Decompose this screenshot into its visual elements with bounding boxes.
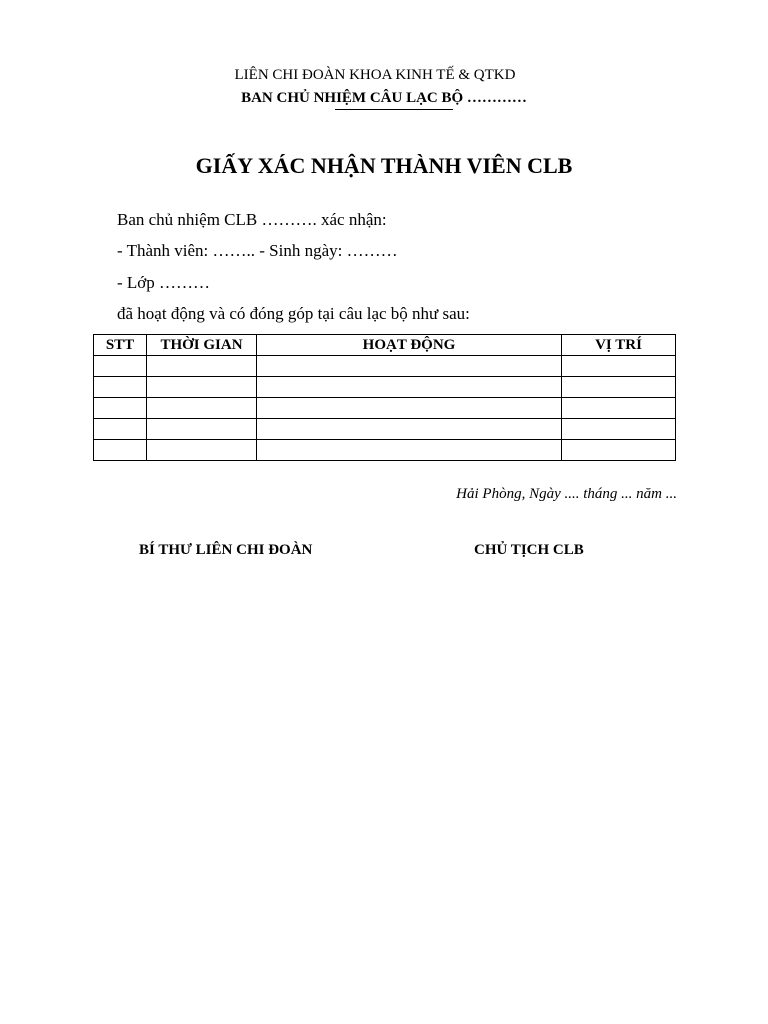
member-info-line: - Thành viên: …….. - Sinh ngày: ……… bbox=[117, 241, 398, 260]
table-cell[interactable] bbox=[562, 398, 676, 419]
table-row bbox=[94, 419, 676, 440]
signer-secretary: BÍ THƯ LIÊN CHI ĐOÀN bbox=[139, 542, 313, 558]
confirmation-intro: Ban chủ nhiệm CLB ………. xác nhận: bbox=[117, 210, 387, 229]
table-cell[interactable] bbox=[562, 377, 676, 398]
table-cell[interactable] bbox=[147, 398, 257, 419]
table-cell[interactable] bbox=[257, 419, 562, 440]
document-title: GIẤY XÁC NHẬN THÀNH VIÊN CLB bbox=[195, 153, 573, 178]
table-row bbox=[94, 377, 676, 398]
table-cell[interactable] bbox=[147, 419, 257, 440]
activity-table bbox=[93, 334, 676, 461]
table-header-row bbox=[94, 335, 676, 356]
column-header-position: VỊ TRÍ bbox=[562, 335, 676, 356]
column-header-stt: STT bbox=[94, 335, 147, 356]
table-row bbox=[94, 398, 676, 419]
club-board-name: BAN CHỦ NHIỆM CÂU LẠC BỘ ………… bbox=[241, 90, 527, 106]
signer-club-president: CHỦ TỊCH CLB bbox=[474, 542, 584, 558]
table-cell[interactable] bbox=[257, 356, 562, 377]
column-header-activity: HOẠT ĐỘNG bbox=[257, 335, 562, 356]
table-row bbox=[94, 356, 676, 377]
organization-name: LIÊN CHI ĐOÀN KHOA KINH TẾ & QTKD bbox=[234, 67, 516, 83]
table-cell[interactable] bbox=[147, 356, 257, 377]
table-cell[interactable] bbox=[94, 440, 147, 461]
column-header-time: THỜI GIAN bbox=[147, 335, 257, 356]
table-cell[interactable] bbox=[562, 356, 676, 377]
table-cell[interactable] bbox=[94, 398, 147, 419]
table-cell[interactable] bbox=[147, 440, 257, 461]
table-cell[interactable] bbox=[562, 440, 676, 461]
activity-intro: đã hoạt động và có đóng góp tại câu lạc bộ như sau: bbox=[117, 304, 470, 323]
table-cell[interactable] bbox=[257, 377, 562, 398]
class-line: - Lớp ……… bbox=[117, 273, 211, 292]
table-cell[interactable] bbox=[562, 419, 676, 440]
place-and-date: Hải Phòng, Ngày .... tháng ... năm ... bbox=[456, 486, 677, 502]
table-cell[interactable] bbox=[147, 377, 257, 398]
table-cell[interactable] bbox=[94, 419, 147, 440]
header-divider bbox=[335, 109, 453, 110]
table-cell[interactable] bbox=[94, 377, 147, 398]
table-cell[interactable] bbox=[94, 356, 147, 377]
table-row bbox=[94, 440, 676, 461]
table-cell[interactable] bbox=[257, 398, 562, 419]
table-cell[interactable] bbox=[257, 440, 562, 461]
